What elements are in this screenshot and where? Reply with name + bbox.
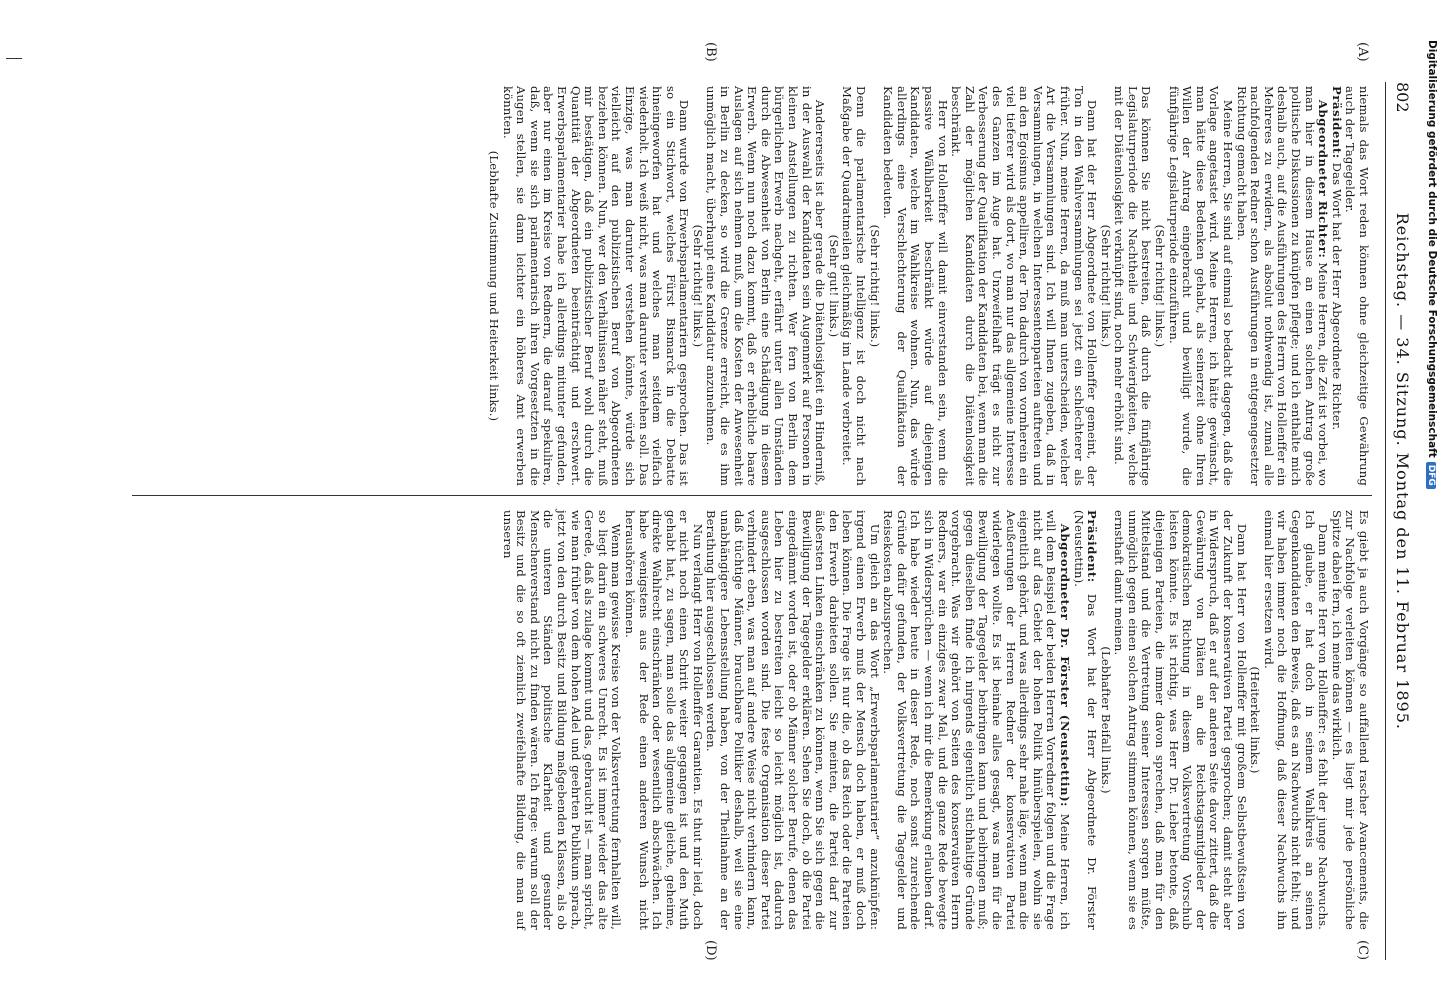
paragraph: Abgeordneter Dr. Förster (Neustettin): Meine Herren, ich will dem Beispiel der beiden Herren Vorredner folgen und die Frage nicht auf das Gebiet der hohen Politik hinüberspielen, wohin sie eigentlich gehört, und was allerdings sehr nahe läge, wenn man die Aeußerungen der Herren Redner der konservativen Partei widerlegen wollte. Es ist beinahe alles gesagt, was man für die Bewilligung der Tagegelder beibringen kann und beibringen muß; gegen dieselben finde ich nirgends eigentlich stichhaltige Gründe vorgebracht. Was wir gehört von Seiten des konservativen Herrn Redners, war ein einziges zwar Mal, und die ganze Rede bewegte sich in Widersprüchen — wenn ich mir die Bemerkung erlauben darf. Ich habe wieder heute in dieser Rede, noch sonst zureichende Gründe dafür gefunden, der Volksvertretung die Tagegelder und Reisekosten abzusprechen. — [881, 510, 1072, 930]
page-number: 802 — [1393, 82, 1413, 113]
paragraph: (Sehr richtig! links.) — [867, 224, 882, 348]
paragraph: niemals das Wort reden können ohne gleichzeitige Gewährung auch der Tagegelder. — [1343, 86, 1371, 486]
running-title: Reichstag. — 34. Sitzung. Montag den 11. Februar 1895. — [1393, 212, 1413, 730]
paragraph: Es giebt ja auch Vorgänge so auffallend rascher Avancements, die zur Nachfolge verleiten können — es liegt mir jede persönliche Spitze dabei fern, ich meine das wirklich. — [1329, 510, 1371, 930]
dfg-logo: DFG — [1426, 462, 1436, 489]
paragraph: (Sehr richtig! links.) — [1153, 224, 1168, 348]
paragraph: Präsident: Das Wort hat der Herr Abgeordnete Dr. Förster (Neustettin). — [1071, 510, 1100, 930]
bottom-mark — [6, 58, 22, 59]
paragraph: (Sehr gut! links.) — [826, 234, 841, 338]
speaker-name: Präsident: — [1085, 510, 1100, 583]
paragraph: (Lebhafter Beifall links.) — [1098, 646, 1113, 794]
paragraph: Das können Sie nicht bestreiten, daß durch die fünfjährige Legislaturperiode die Nachtheile und Schwierigkeiten, welche mit der Diätenlosigkeit verknüpft sind, noch mehr erhöht sind. — [1112, 86, 1154, 486]
paragraph: Wenn man gewisse Kreise von der Volksvertretung fernhalten will, so liegt darin ein schweres Unrecht. Es ist immer wieder das alte Gerede, daß als zulage kommt und das, gebraucht ist — man spricht, wie man früher von dem hohen Adel und geehrten Publikum sprach, jetzt von den durch Besitz und Bildung maßgebenden Klassen, als ob die unteren Ständen politische Klarheit und gesunder Menschenverstand nicht zu finden wären. Ich frage: warum soll der Besitz und die so oft ziemlich zweifelhafte Bildung, die man auf unseren — [500, 510, 624, 930]
margin-letter-b: (B) — [703, 42, 718, 62]
margin-letter-c: (C) — [1355, 940, 1370, 961]
paragraph: (Sehr richtig! links.) — [1098, 224, 1113, 348]
digitization-text: Digitalisierung gefördert durch die Deutsche Forschungsgemeinschaft — [1426, 40, 1438, 458]
paragraph: Herr von Hollenffer will damit einverstanden sein, wenn die passive Wählbarkeit beschränkt würde auf diejenigen Kandidaten, welche im Wahlkreise wohnen. Nun, das würde allerdings eine Verschlechterung der Qualifikation der Kandidaten bedeuten. — [881, 86, 950, 486]
speaker-name: Abgeordneter Richter: — [1316, 99, 1331, 259]
paragraph: Nun verlangt Herr von Hollenffer Garantien. Es thut mir leid, doch er nicht noch einen Schritt weiter gegangen ist und den Muth gehabt hat, zu sagen, man solle das allgemeine gleiche, geheime, direkte Wahlrecht einschränken oder wesentlich abschwächen. Ich habe wenigstens aus der Rede einen anderen Wunsch nicht heraushören können. — [622, 510, 705, 930]
speaker-name: Präsident: — [1329, 86, 1344, 159]
speaker-name: Abgeordneter Dr. Förster (Neustettin): — [1057, 523, 1072, 808]
left-column — [486, 86, 1370, 486]
margin-letter-d: (D) — [703, 940, 718, 961]
digitization-note — [1426, 40, 1438, 489]
margin-letter-a: (A) — [1355, 42, 1370, 62]
paragraph: Dann wurde von Erwerbsparlamentariern gesprochen. Das ist so ein Stichwort, welches Fürst Bismarck in die Debatte hineingeworfen hat und welches man seitdem vielfach wiederholt. Ich weiß nicht, was man darunter verstehen soll. Das Einzige, was man darunter verstehen könnte, würde sich vielleicht auf den publizistischen Beruf von Abgeordneten beziehen können. Nun, wer den Verhältnissen näher steht, muß mir bestätigen, daß ein publizistischer Beruf wohl durch die Quantität der Abgeordneten beeinträchtigt und erschwert. Erwerbsparlamentarier habe ich allerdings mitunter gefunden, aber nur einen im Kreise von Rednern, die darauf spekuliren, daß, wenn sie sich parlamentarisch ihren Vorgesetzten in die Augen stellen, sie dann leichter ein höheres Amt erwerben könnten. — [500, 86, 692, 486]
paragraph: (Heiterkeit links.) — [1248, 666, 1263, 774]
paragraph: Dann hat der Herr Abgeordnete von Hollenffer gemeint, der Ton in den Wahlversammlungen sei jetzt ein schlechterer als früher. Nun, meine Herren, da muß man unterscheiden, welcher Art die Versammlungen sind. Ich will Ihnen zugeben, daß in Versammlungen, in welchen Interessentenparteien auftreten und an den Egoismus appelliren, der Ton dadurch von vornherein ein viel tieferer wird als dort, wo man nur das allgemeine Interesse des Ganzen im Auge hat. Unzweifelhaft trägt es nicht zur Verbesserung der Qualifikation der Kandidaten bei, wenn man die Zahl der möglichen Kandidaten durch die Diätenlosigkeit beschränkt. — [949, 86, 1100, 486]
paragraph: (Sehr richtig! links.) — [690, 224, 705, 348]
paragraph: Dann meinte Herr von Hollenffer: es fehlt der junge Nachwuchs. Ich glaube, er hat doch in seinem Wahlkreis an seinen Gegenkandidaten den Beweis, daß es an Nachwuchs nicht fehlt; und wir haben immer noch die Hoffnung, daß dieser Nachwuchs ihn einmal hier ersetzen wird. — [1261, 510, 1331, 930]
paragraph: Denn die parlamentarische Intelligenz ist doch nicht nach Maßgabe der Quadratmeilen gleichmäßig im Lande verbreitet. — [840, 86, 869, 486]
paragraph: Meine Herren, Sie sind auf einmal so bedacht dagegen, daß die Vorlage angetastet wird. Meine Herren, ich hätte gewünscht, man hätte diese Bedenken gehabt, als seinerzeit ohne Ihren Willen der Antrag eingebracht und bewilligt wurde, die fünfjährige Legislaturperiode einzuführen. — [1166, 86, 1236, 486]
paragraph: Präsident: Das Wort hat der Herr Abgeordnete Richter. — [1329, 86, 1344, 431]
paragraph: Andererseits ist aber gerade die Diätenlosigkeit ein Hinderniß, in der Auswahl der Kandidaten sein Augenmerk auf Personen in kleinen Anstellungen zu richten. Wer fern von Berlin dem bürgerlichen Erwerb nachgeht, erfährt unter allen Umständen durch die Abwesenheit von Berlin eine Schädigung in diesem Erwerb. Wenn nun noch dazu kommt, daß er erhebliche baare Auslagen auf sich nehmen muß, um die Kosten der Anwesenheit in Berlin zu decken, so wird die Grenze erreicht, die es ihm unmöglich macht, überhaupt eine Kandidatur anzunehmen. — [704, 86, 828, 486]
paragraph: Um gleich an das Wort „Erwerbsparlamentarier“ anzuknüpfen: irgend einen Erwerb muß der Mensch doch haben, er muß doch leben können. Die Frage ist nur die, ob das Reich oder die Parteien den Erwerb darbieten sollen. Sie meinten, die Partei darf zur äußersten Linken einschränken zu können, wenn Sie sich gegen die Bewilligung der Tagegelder erklären. Sehen Sie doch, ob die Partei eingedämmt worden ist, oder ob Männer solcher Berufe, denen das Leben hier zu bestreiten leicht so leicht möglich ist, dadurch ausgeschlossen worden sind. Die feste Organisation dieser Partei verhindert eben, was man auf andere Weise nicht verhindern kann, daß tüchtige Männer, brauchbare Politiker deshalb, weil sie eine unabhängigere Lebensstellung haben, von der Theilnahme an der Berathung hier ausgeschlossen werden. — [704, 510, 882, 930]
paragraph: Abgeordneter Richter: Meine Herren, die Zeit ist vorbei, wo man hier in diesem Hause an einen solchen Antrag große politische Diskussionen zu knüpfen pflegte; und ich enthalte mich deshalb auch, auf die Ausführungen des Herrn von Hollenffer ein Mehreres zu erwidern, als absolut nothwendig ist, zumal alle nachfolgenden Redner schon Ausführungen in entgegengesetzter Richtung gemacht haben. — [1234, 86, 1331, 486]
page-header — [1385, 82, 1420, 960]
paragraph: (Lebhafte Zustimmung und Heiterkeit links.) — [487, 150, 501, 422]
column-divider — [132, 495, 1372, 496]
right-column — [500, 510, 1370, 930]
paragraph: Dann hat Herr von Hollenffer mit großem Selbstbewußtsein von der Zukunft der konservativen Partei gesprochen; damit steht aber in Widerspruch, daß er auf der anderen Seite davor zittert, daß die Gewährung von Diäten an die Reichstagsmitglieder der demokratischen Richtung in diesem Volksvertretung Vorschub leisten könnte. Es ist richtig, was Herr Dr. Lieber betonte, daß diejenigen Parteien, die immer davon sprechen, daß man für den Mittelstand und die Vertretung seiner Interessen sorgen müßte, unmöglich gegen einen solchen Antrag stimmen können, wenn sie es ernsthaft damit meinen. — [1112, 510, 1249, 930]
